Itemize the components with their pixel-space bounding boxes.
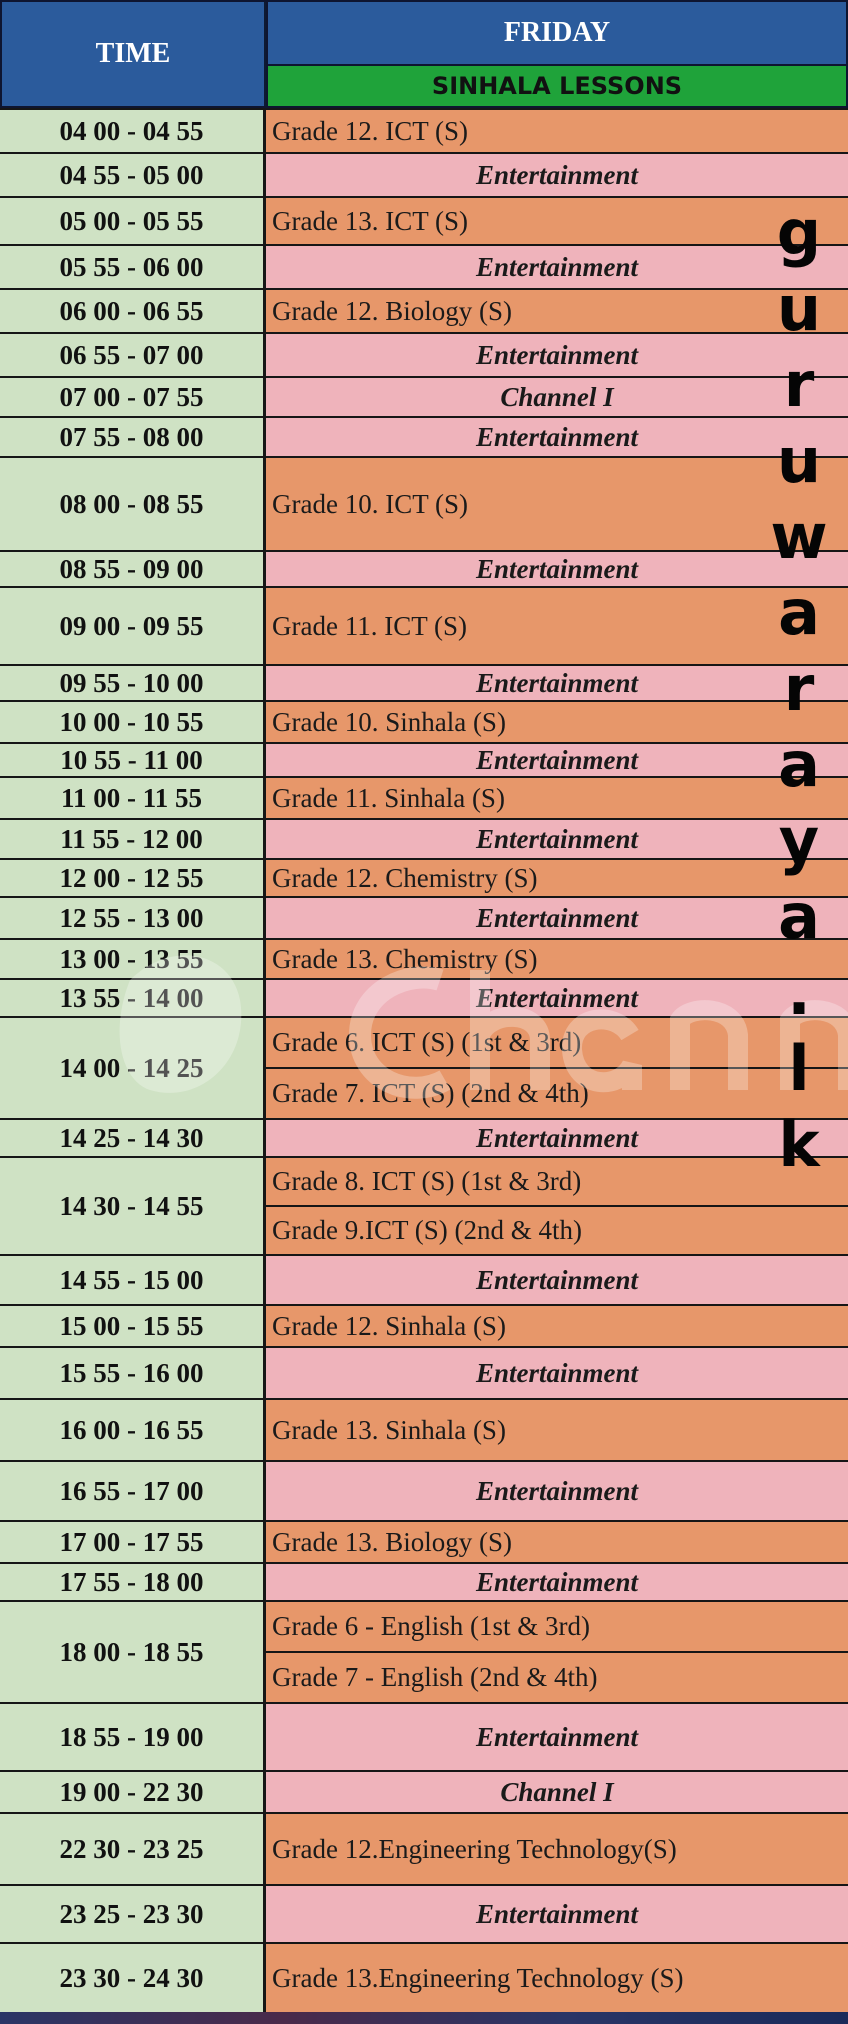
program-cell: [266, 110, 848, 152]
program-cell: [266, 1400, 848, 1460]
time-slot: 09 55 - 10 00: [0, 666, 266, 700]
time-slot: 14 25 - 14 30: [0, 1120, 266, 1156]
schedule-row: [0, 700, 848, 742]
program-cell: [266, 778, 848, 818]
time-slot: 10 55 - 11 00: [0, 744, 266, 776]
watermark-letter: a: [778, 880, 820, 953]
watermark-letter: a: [778, 728, 820, 801]
lesson-program: Grade 13. ICT (S): [266, 198, 848, 244]
lesson-program: Grade 8. ICT (S) (1st & 3rd): [266, 1158, 848, 1205]
time-slot: 12 00 - 12 55: [0, 860, 266, 896]
program-cell: [266, 1522, 848, 1562]
lesson-program: Grade 12.Engineering Technology(S): [266, 1814, 848, 1884]
program-cell: [266, 702, 848, 742]
lesson-program: Grade 12. Biology (S): [266, 290, 848, 332]
entertainment-program: Entertainment: [266, 744, 848, 776]
time-slot: 14 00 - 14 25: [0, 1018, 266, 1118]
schedule-row: [0, 416, 848, 456]
time-slot: 11 55 - 12 00: [0, 820, 266, 858]
program-cell: [266, 154, 848, 196]
schedule-row: [0, 1398, 848, 1460]
entertainment-program: Entertainment: [266, 246, 848, 288]
schedule-row: [0, 1942, 848, 2012]
schedule-row: [0, 1520, 848, 1562]
watermark-letter: k: [778, 1108, 820, 1181]
time-slot: 07 00 - 07 55: [0, 378, 266, 416]
program-cell: [266, 458, 848, 550]
schedule-row: [0, 938, 848, 978]
program-cell: [266, 1158, 848, 1254]
schedule-row: [0, 818, 848, 858]
entertainment-program: Entertainment: [266, 418, 848, 456]
time-slot: 23 25 - 23 30: [0, 1886, 266, 1942]
schedule-row: [0, 456, 848, 550]
program-cell: [266, 418, 848, 456]
schedule-row: [0, 332, 848, 376]
lesson-program: Grade 10. ICT (S): [266, 458, 848, 550]
entertainment-program: Entertainment: [266, 552, 848, 586]
entertainment-program: Entertainment: [266, 1462, 848, 1520]
schedule-row: [0, 550, 848, 586]
program-cell: [266, 334, 848, 376]
time-column-header: TIME: [2, 2, 266, 106]
entertainment-program: Entertainment: [266, 154, 848, 196]
schedule-row: [0, 1016, 848, 1118]
program-cell: [266, 552, 848, 586]
time-slot: 16 55 - 17 00: [0, 1462, 266, 1520]
day-header: FRIDAY: [268, 2, 846, 64]
program-cell: [266, 290, 848, 332]
schedule-row: [0, 196, 848, 244]
time-slot: 19 00 - 22 30: [0, 1772, 266, 1812]
watermark-letter: r: [783, 652, 815, 725]
program-cell: [266, 246, 848, 288]
program-cell: [266, 744, 848, 776]
time-slot: 08 00 - 08 55: [0, 458, 266, 550]
watermark-letter: l: [788, 1032, 810, 1105]
time-slot: 14 55 - 15 00: [0, 1256, 266, 1304]
schedule-row: [0, 1304, 848, 1346]
schedule-row: [0, 108, 848, 152]
time-slot: 16 00 - 16 55: [0, 1400, 266, 1460]
time-slot: 17 00 - 17 55: [0, 1522, 266, 1562]
time-slot: 13 55 - 14 00: [0, 980, 266, 1016]
lesson-program: Grade 12. ICT (S): [266, 110, 848, 152]
entertainment-program: Entertainment: [266, 980, 848, 1016]
lesson-program: Grade 7. ICT (S) (2nd & 4th): [266, 1067, 848, 1118]
schedule-row: [0, 1118, 848, 1156]
schedule-row: [0, 1254, 848, 1304]
time-slot: 18 00 - 18 55: [0, 1602, 266, 1702]
watermark-letter: g: [776, 196, 822, 269]
schedule-row: [0, 152, 848, 196]
subtitle-banner: SINHALA LESSONS: [268, 66, 846, 106]
program-cell: [266, 378, 848, 416]
time-slot: 13 00 - 13 55: [0, 940, 266, 978]
schedule-row: [0, 858, 848, 896]
program-cell: [266, 1348, 848, 1398]
program-cell: [266, 198, 848, 244]
schedule-row: [0, 1812, 848, 1884]
lesson-program: Grade 7 - English (2nd & 4th): [266, 1651, 848, 1702]
entertainment-program: Channel I: [266, 378, 848, 416]
program-cell: [266, 1018, 848, 1118]
entertainment-program: Entertainment: [266, 1256, 848, 1304]
lesson-program: Grade 12. Chemistry (S): [266, 860, 848, 896]
program-cell: [266, 588, 848, 664]
lesson-program: Grade 13. Biology (S): [266, 1522, 848, 1562]
entertainment-program: Entertainment: [266, 1886, 848, 1942]
schedule-row: [0, 664, 848, 700]
time-slot: 07 55 - 08 00: [0, 418, 266, 456]
watermark-letter: w: [770, 500, 828, 573]
lesson-program: Grade 10. Sinhala (S): [266, 702, 848, 742]
time-slot: 10 00 - 10 55: [0, 702, 266, 742]
bottom-background-strip: [0, 2012, 848, 2024]
time-slot: 05 00 - 05 55: [0, 198, 266, 244]
watermark-letter: a: [778, 576, 820, 649]
entertainment-program: Entertainment: [266, 1348, 848, 1398]
time-slot: 06 00 - 06 55: [0, 290, 266, 332]
entertainment-program: Entertainment: [266, 898, 848, 938]
schedule-row: [0, 586, 848, 664]
program-cell: [266, 980, 848, 1016]
time-slot: 23 30 - 24 30: [0, 1944, 266, 2012]
program-cell: [266, 1602, 848, 1702]
program-cell: [266, 666, 848, 700]
watermark-letter: .: [787, 956, 811, 1029]
lesson-program: Grade 13.Engineering Technology (S): [266, 1944, 848, 2012]
schedule-row: [0, 1702, 848, 1770]
entertainment-program: Entertainment: [266, 334, 848, 376]
lesson-program: Grade 12. Sinhala (S): [266, 1306, 848, 1346]
program-cell: [266, 820, 848, 858]
lesson-program: Grade 11. ICT (S): [266, 588, 848, 664]
time-slot: 09 00 - 09 55: [0, 588, 266, 664]
time-slot: 17 55 - 18 00: [0, 1564, 266, 1600]
schedule-row: [0, 776, 848, 818]
schedule-row: [0, 1460, 848, 1520]
time-slot: 04 00 - 04 55: [0, 110, 266, 152]
schedule-row: [0, 1884, 848, 1942]
lesson-program: Grade 13. Chemistry (S): [266, 940, 848, 978]
schedule-row: [0, 1600, 848, 1702]
program-cell: [266, 1256, 848, 1304]
program-cell: [266, 1462, 848, 1520]
lesson-program: Grade 9.ICT (S) (2nd & 4th): [266, 1205, 848, 1254]
watermark-letter: y: [778, 804, 820, 877]
watermark-letter: r: [783, 348, 815, 421]
lesson-program: Grade 6 - English (1st & 3rd): [266, 1602, 848, 1651]
schedule-row: [0, 244, 848, 288]
program-cell: [266, 1772, 848, 1812]
entertainment-program: Channel I: [266, 1772, 848, 1812]
time-slot: 08 55 - 09 00: [0, 552, 266, 586]
schedule-row: [0, 978, 848, 1016]
watermark-letter: u: [776, 272, 822, 345]
schedule-row: [0, 896, 848, 938]
program-cell: [266, 1704, 848, 1770]
entertainment-program: Entertainment: [266, 1120, 848, 1156]
schedule-row: [0, 1770, 848, 1812]
entertainment-program: Entertainment: [266, 666, 848, 700]
program-cell: [266, 898, 848, 938]
program-cell: [266, 940, 848, 978]
time-slot: 14 30 - 14 55: [0, 1158, 266, 1254]
lesson-program: Grade 13. Sinhala (S): [266, 1400, 848, 1460]
schedule-row: [0, 1562, 848, 1600]
program-cell: [266, 1814, 848, 1884]
program-cell: [266, 1120, 848, 1156]
time-slot: 15 00 - 15 55: [0, 1306, 266, 1346]
schedule-row: [0, 1346, 848, 1398]
time-slot: 22 30 - 23 25: [0, 1814, 266, 1884]
time-slot: 04 55 - 05 00: [0, 154, 266, 196]
entertainment-program: Entertainment: [266, 1704, 848, 1770]
watermark-letter: u: [776, 424, 822, 497]
time-slot: 11 00 - 11 55: [0, 778, 266, 818]
time-slot: 05 55 - 06 00: [0, 246, 266, 288]
lesson-program: Grade 11. Sinhala (S): [266, 778, 848, 818]
schedule-row: [0, 1156, 848, 1254]
program-cell: [266, 1306, 848, 1346]
schedule-row: [0, 376, 848, 416]
program-cell: [266, 1564, 848, 1600]
entertainment-program: Entertainment: [266, 820, 848, 858]
entertainment-program: Entertainment: [266, 1564, 848, 1600]
program-cell: [266, 1944, 848, 2012]
program-cell: [266, 1886, 848, 1942]
program-cell: [266, 860, 848, 896]
time-slot: 15 55 - 16 00: [0, 1348, 266, 1398]
time-slot: 12 55 - 13 00: [0, 898, 266, 938]
schedule-row: [0, 288, 848, 332]
lesson-program: Grade 6. ICT (S) (1st & 3rd): [266, 1018, 848, 1067]
time-slot: 18 55 - 19 00: [0, 1704, 266, 1770]
schedule-row: [0, 742, 848, 776]
time-slot: 06 55 - 07 00: [0, 334, 266, 376]
